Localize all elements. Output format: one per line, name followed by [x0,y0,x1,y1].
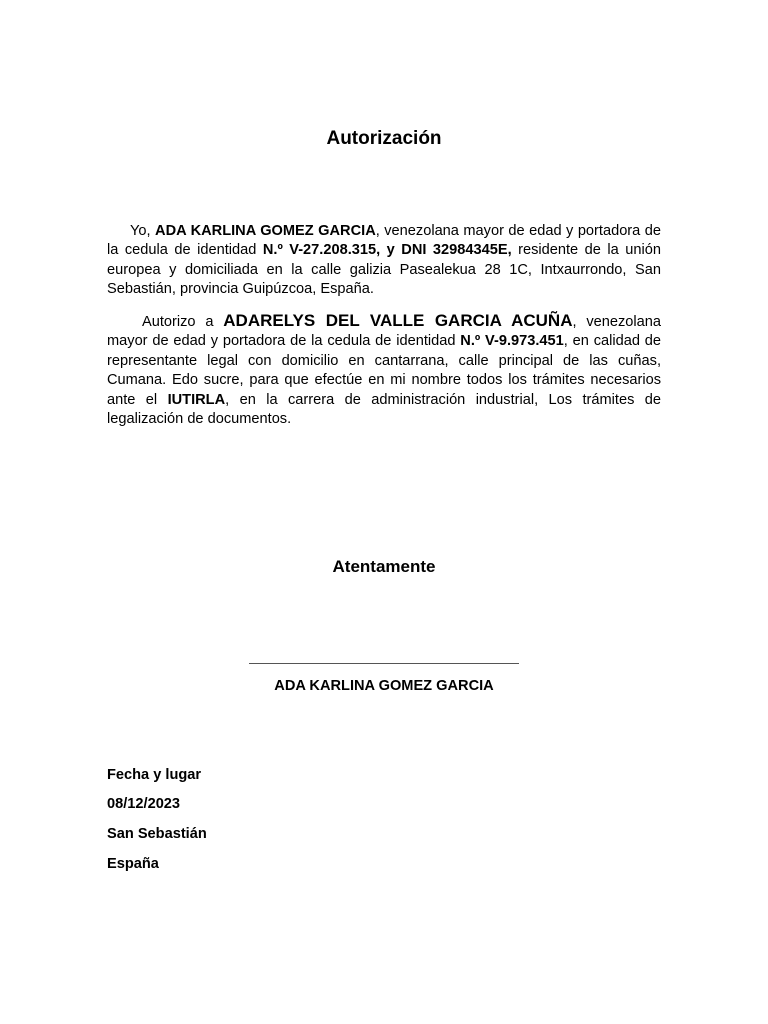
signature-line [249,663,519,664]
paragraph2-text-3: , en calidad de representante legal con domicilio en cantarrana, calle principal de las cuñas, Cumana. Edo sucre, para que efectúe en mi nombre todos los trámites necesarios ante el [107,333,661,408]
paragraph-declarant [107,222,661,300]
authorized-id: N.º V-9.973.451 [460,333,564,350]
closing-salutation: Atentamente [332,557,436,576]
paragraph1-text-1: Yo, [130,223,156,239]
country-value: España [107,856,159,872]
document-title: Autorización [326,128,442,149]
paragraph2-text-4: , en la carrera de administración industrial, Los trámites de legalización de documentos. [107,391,661,428]
paragraph1-text-2: , venezolana mayor de edad y portadora de la cedula de identidad [107,223,661,259]
paragraph2-text-1: Autorizo a [142,314,224,330]
signature-name: ADA KARLINA GOMEZ GARCIA [274,678,494,694]
authorized-name: ADARELYS DEL VALLE GARCIA ACUÑA [223,311,573,330]
paragraph-authorization [107,311,661,429]
declarant-name: ADA KARLINA GOMEZ GARCIA [155,223,376,239]
paragraph1-text-3: residente de la unión europea y domiciliada en la calle galizia Pasealekua 28 1C, Intxaurrondo, San Sebastián, provincia Guipúzcoa, España. [107,242,661,298]
institution-name: IUTIRLA [167,391,226,408]
declarant-id: N.º V-27.208.315, y DNI 32984345E, [262,242,512,259]
date-place-label: Fecha y lugar [107,767,202,783]
date-value: 08/12/2023 [107,796,181,812]
city-value: San Sebastián [107,826,207,842]
paragraph2-text-2: , venezolana mayor de edad y portadora de la cedula de identidad [107,314,662,350]
